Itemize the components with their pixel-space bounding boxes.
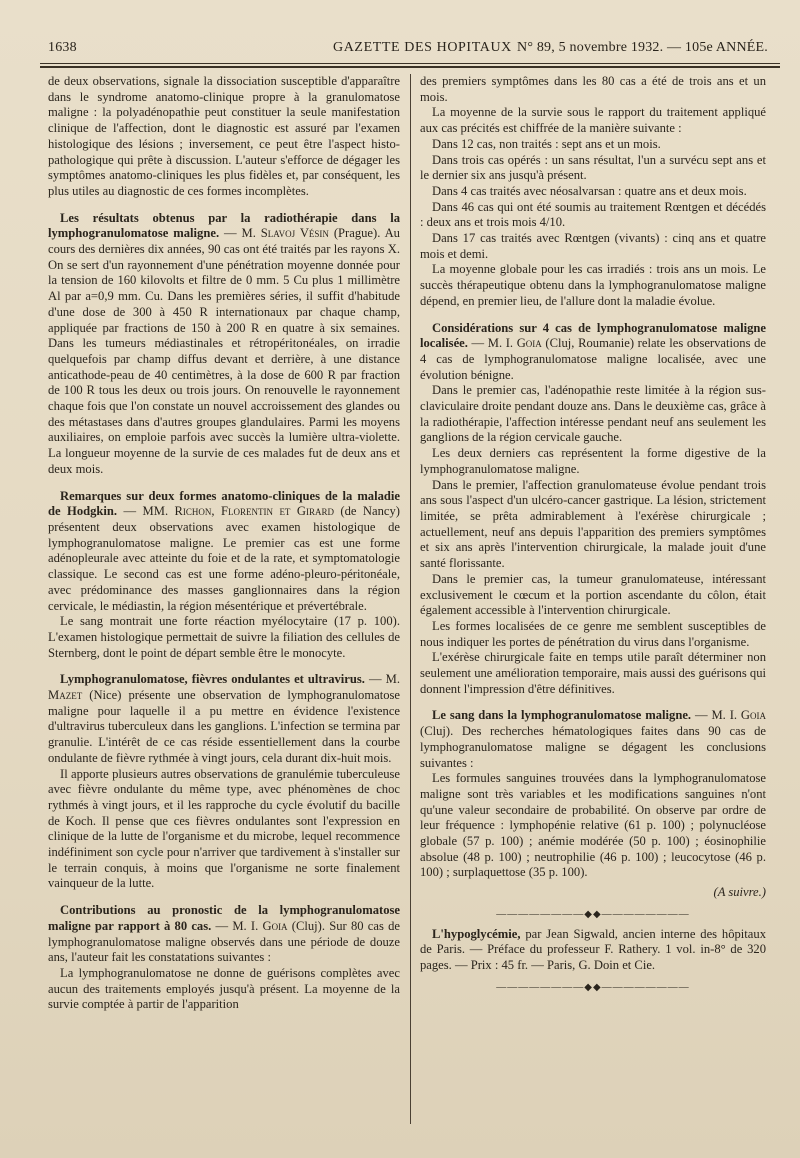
article-mazet: Lymphogranulomatose, fièvres ondulantes et ultravirus. — M. Mazet (Nice) présente une observation de lymphogranulomatose maligne pour laquelle il a pu mettre en évidence l'existence d'ultravirus tuberculeux dans les ganglions. L'infection se termina par granulie. L'intérêt de ce cas réside essentiellement dans la courbe ondulante de fièvre rythmée à vingt jours, cela durant dix-huit mois. bbox=[48, 672, 401, 765]
survival-item: Dans 46 cas qui ont été soumis au traitement Rœntgen et décédés : deux ans et trois mois 4/10. bbox=[420, 199, 766, 230]
article-richon: Remarques sur deux formes anatomo-cliniques de la maladie de Hodgkin. — MM. Richon, Florentin et Girard (de Nancy) présentent deux observations avec examen histologique de lymphogranulomatose maligne. Le premier cas est une forme adénopleurale avec atteinte du foie et de la rate, et symptomatologie classique. Le second cas est une forme adéno-pleuro-péritonéale, avec prédominance des masses ganglionnaires dans la région cervicale, le médiastin, la région mésentérique et prévertébrale. bbox=[48, 488, 400, 613]
article-title: Le sang dans la lymphogranulomatose maligne. bbox=[432, 708, 692, 723]
article-body: (Cluj, Roumanie) relate les observations de 4 cas de lymphogranulomatose maligne localisée, avec une évolution bénigne. bbox=[420, 336, 767, 382]
page-number: 1638 bbox=[48, 40, 77, 55]
article-goia-blood: Le sang dans la lymphogranulomatose maligne. — M. I. Goia (Cluj). Des recherches hématologiques faites dans 90 cas de lymphogranulomatose maligne se dégagent les conclusions suivantes : bbox=[420, 708, 767, 770]
article-title: Les résultats obtenus par la radiothérapie dans la lymphogranulomatose maligne. bbox=[48, 210, 400, 241]
paragraph: Les formes localisées de ce genre me semblent susceptibles de nous indiquer les portes de pénétration du virus dans l'organisme. bbox=[420, 618, 766, 649]
book-details: par Jean Sigwald, ancien interne des hôpitaux de Paris. — Préface du professeur F. Rathery. 1 vol. in-8° de 320 pages. — Prix : 45 fr. — Paris, G. Doin et Cie. bbox=[420, 926, 766, 972]
paragraph: La moyenne de la survie sous le rapport du traitement appliqué aux cas précités est chiffrée de la manière suivante : bbox=[420, 105, 766, 136]
right-column bbox=[420, 74, 766, 999]
article-body: (Cluj). Des recherches hématologiques faites dans 90 cas de lymphogranulomatose maligne se dégagent les conclusions suivantes : bbox=[420, 724, 766, 770]
article-body: (Cluj). Sur 80 cas de lymphogranulomatose maligne observés dans une période de douze ans, l'auteur fait les constatations suivantes : bbox=[48, 918, 400, 965]
paragraph: Dans le premier, l'affection granulomateuse évolue pendant trois ans sous l'aspect d'un ulcéro-cancer gastrique. La lésion, strictement limitée, se prêta admirablement à l'exérèse chirurgicale ; actuellement, neuf ans depuis l'apparition des premiers symptômes et six ans après l'intervention chirurgicale, la malade jouit d'une santé florissante. bbox=[420, 477, 766, 571]
paragraph: des premiers symptômes dans les 80 cas a été de trois ans et un mois. bbox=[420, 74, 766, 104]
article-goia-survival: Les résultats obtenus par la radiothérapie dans la lymphogranulomatose maligne. — M. Slavoj Vésin (Prague). Au cours des dernières dix années, 90 cas ont été traités par les rayons X. On se sert d'un rayonnement d'une pénétration moyenne donnée pour la tension de 160 kilovolts et filtre de 0 mm. 5 Cu plus 1 millimètre Al par a=0,9 mm. Cu. Dans les premières séries, il suffit d'habitude d'une dose de 300 à 450 R internationaux par chaque champ, appliquée par fractions de 150 à 200 R en quatre à six semaines. Dans les tumeurs médiastinales et rétropéritonéales, on irradie quelquefois par champ diffus devant et derrière, à une distance anticathode-peau de 40 centimètres, à la dose de 600 R par fraction de 100 R tous les deux ou trois jours. On renouvelle le rayonnement chaque fois que l'on constate un nouvel accroissement des glandes ou des métastases dans d'autres groupes glandulaires. Parmi les moyens auxiliaires, on emploie parfois avec succès la lumière ultra-violette. La longueur moyenne de la survie de ces malades fut de deux ans et deux mois. bbox=[48, 210, 400, 476]
left-column bbox=[48, 74, 400, 1013]
paragraph: La moyenne globale pour les cas irradiés : trois ans un mois. Le succès thérapeutique obtenu dans la lymphogranulomatose maligne dépend, en premier lieu, de l'allure dont la maladie évolue. bbox=[420, 262, 766, 308]
article-author: M. Mazet bbox=[48, 672, 401, 703]
article-title: Contributions au pronostic de la lymphogranulomatose maligne par rapport à 80 cas. bbox=[48, 903, 400, 933]
article-goia-localized: Considérations sur 4 cas de lymphogranulomatose maligne localisée. — M. I. Goia (Cluj, Roumanie) relate les observations de 4 cas de lymphogranulomatose maligne localisée, avec une évolution bénigne. bbox=[420, 320, 767, 382]
survival-item: Dans trois cas opérés : un sans résultat, l'un a survécu sept ans et le dernier six ans jusqu'à présent. bbox=[420, 152, 766, 183]
article-author: M. I. Goia bbox=[232, 918, 288, 933]
book-notice bbox=[420, 927, 766, 974]
paragraph: Dans le premier cas, la tumeur granulomateuse, intéressant exclusivement le cœcum et la portion ascendante du côlon, était également accessible à l'intervention chirurgicale. bbox=[420, 571, 766, 618]
paragraph: Il apporte plusieurs autres observations de granulémie tuberculeuse avec fièvre ondulante du même type, avec phénomènes de choc rythmés à vingt jours, et il les rapproche du cycle évolutif du bacille de Koch. Il pense que ces fièvres ondulantes sont l'expression en clinique de la lutte de l'organisme et du microbe, lequel recommence indéfiniment son cycle pour n'arriver que tardivement à s'installer sur le terrain conquis, à moins que l'organisme ne sorte finalement vainqueur de la lutte. bbox=[48, 766, 400, 891]
journal-title: GAZETTE DES HOPITAUX bbox=[333, 40, 512, 55]
article-title: Considérations sur 4 cas de lymphogranulomatose maligne localisée. bbox=[420, 320, 766, 351]
survival-item: Dans 17 cas traités avec Rœntgen (vivants) : cinq ans et quatre mois et demi. bbox=[420, 231, 766, 261]
paragraph: Les deux derniers cas représentent la forme digestive de la lymphogranulomatose maligne. bbox=[420, 446, 766, 476]
paragraph: L'exérèse chirurgicale faite en temps utile paraît déterminer non seulement une amélioration temporaire, mais aussi des guérisons qui donnent l'impression d'être définitives. bbox=[420, 650, 766, 696]
article-body: (Prague). Au cours des dernières dix années, 90 cas ont été traités par les rayons X. On se sert d'un rayonnement d'une pénétration moyenne donnée pour la tension de 160 kilovolts et filtre de 0 mm. 5 Cu plus 1 millimètre Al par a=0,9 mm. Cu. Dans les premières séries, il suffit d'habitude d'une dose de 300 à 450 R internationaux par chaque champ, appliquée par fractions de 150 à 200 R en quatre à six semaines. Dans les tumeurs médiastinales et rétropéritonéales, on irradie quelquefois par champ diffus devant et derrière, à une distance anticathode-peau de 40 centimètres, à la dose de 600 R par fraction de 100 R tous les deux ou trois jours. On renouvelle le rayonnement chaque fois que l'on constate un nouvel accroissement des glandes ou des métastases dans d'autres groupes glandulaires. Parmi les moyens auxiliaires, on emploie parfois avec succès la lumière ultra-violette. La longueur moyenne de la survie de ces malades fut de deux ans et deux mois. bbox=[48, 226, 400, 476]
article-body: (de Nancy) présentent deux observations avec examen histologique de lymphogranulomatose maligne. Le premier cas est une forme adénopleurale avec atteinte du foie et de la rate, et symptomatologie classique. Le second cas est une forme adéno-pleuro-péritonéale, avec prédominance des masses ganglionnaires dans la région cervicale, le médiastin, la région mésentérique et prévertébrale. bbox=[48, 504, 400, 613]
paragraph: Les formules sanguines trouvées dans la lymphogranulomatose maligne sont très variables et les modifications sanguines n'ont qu'une valeur secondaire de probabilité. On observe par ordre de leur fréquence : lymphopénie relative (61 p. 100) ; polynucléose globale (57 p. 100) ; anémie modérée (50 p. 100) ; éosinophilie absolue (48 p. 100) ; neutrophilie (46 p. 100) ; leucocytose (46 p. 100) ; surplaquettose (35 p. 100). bbox=[420, 771, 766, 880]
paragraph: Le sang montrait une forte réaction myélocytaire (17 p. 100). L'examen histologique permettait de suivre la filiation des cellules de Sternberg, dont le point de départ semble être le monocyte. bbox=[48, 614, 400, 660]
header-rule bbox=[40, 63, 780, 64]
ornament-divider: ————————◆◆———————— bbox=[496, 908, 690, 920]
to-be-continued: (A suivre.) bbox=[713, 885, 766, 900]
running-header bbox=[48, 40, 768, 58]
article-author: M. I. Goia bbox=[711, 708, 767, 723]
header-rule-double bbox=[40, 66, 780, 68]
article-goia-prognosis: Contributions au pronostic de la lymphogranulomatose maligne par rapport à 80 cas. — M. I. Goia (Cluj). Sur 80 cas de lymphogranulomatose maligne observés dans une période de douze ans, l'auteur fait les constatations suivantes : bbox=[48, 903, 400, 965]
survival-item: Dans 4 cas traités avec néosalvarsan : quatre ans et deux mois. bbox=[432, 183, 747, 198]
article-author: M. Slavoj Vésin bbox=[241, 226, 329, 241]
article-title: Lymphogranulomatose, fièvres ondulantes et ultravirus. bbox=[60, 672, 365, 687]
paragraph: Dans le premier cas, l'adénopathie reste limitée à la région sus-claviculaire droite pendant douze ans. Dans le deuxième cas, grâce à la radiothérapie, l'affection intéresse pendant neuf ans seulement les ganglions de la région cervicale gauche. bbox=[420, 383, 766, 445]
issue-date: N° 89, 5 novembre 1932. — 105e ANNÉE. bbox=[517, 40, 768, 55]
paragraph: de deux observations, signale la dissociation susceptible d'apparaître dans le syndrome anatomo-clinique propre à la granulomatose maligne : la polyadénopathie peut constituer la seule manifestation clinique de l'affection, dont le diagnostic est assuré par l'examen histologique des lésions ; inversement, ce peut être l'aspect histo-pathologique qui prête à discussion. L'auteur s'efforce de dégager les symptômes anatomo-cliniques les plus fidèles et, par conséquent, les plus utiles au diagnostic de ces formes incomplètes. bbox=[48, 74, 400, 198]
article-title: Remarques sur deux formes anatomo-cliniques de la maladie de Hodgkin. bbox=[48, 488, 400, 519]
article-body: (Nice) présente une observation de lymphogranulomatose maligne pour laquelle il a pu mettre en évidence l'existence d'ultravirus tuberculeux dans les ganglions. L'infection se termina par granulie. L'intérêt de ce cas réside essentiellement dans la courbe ondulante de fièvre rythmée à vingt jours, cela durant dix-huit mois. bbox=[48, 688, 401, 765]
article-author: M. I. Goia bbox=[487, 336, 542, 351]
survival-item: Dans 12 cas, non traités : sept ans et un mois. bbox=[432, 136, 661, 151]
article-author: MM. Richon, Florentin et Girard bbox=[142, 504, 334, 519]
column-divider bbox=[410, 74, 411, 1124]
paragraph: La lymphogranulomatose ne donne de guérisons complètes avec aucun des traitements employés jusqu'à présent. La moyenne de la survie comptée à partir de l'apparition bbox=[48, 965, 400, 1012]
ornament-divider: ————————◆◆———————— bbox=[496, 981, 690, 993]
book-title: L'hypoglycémie, bbox=[432, 926, 521, 941]
